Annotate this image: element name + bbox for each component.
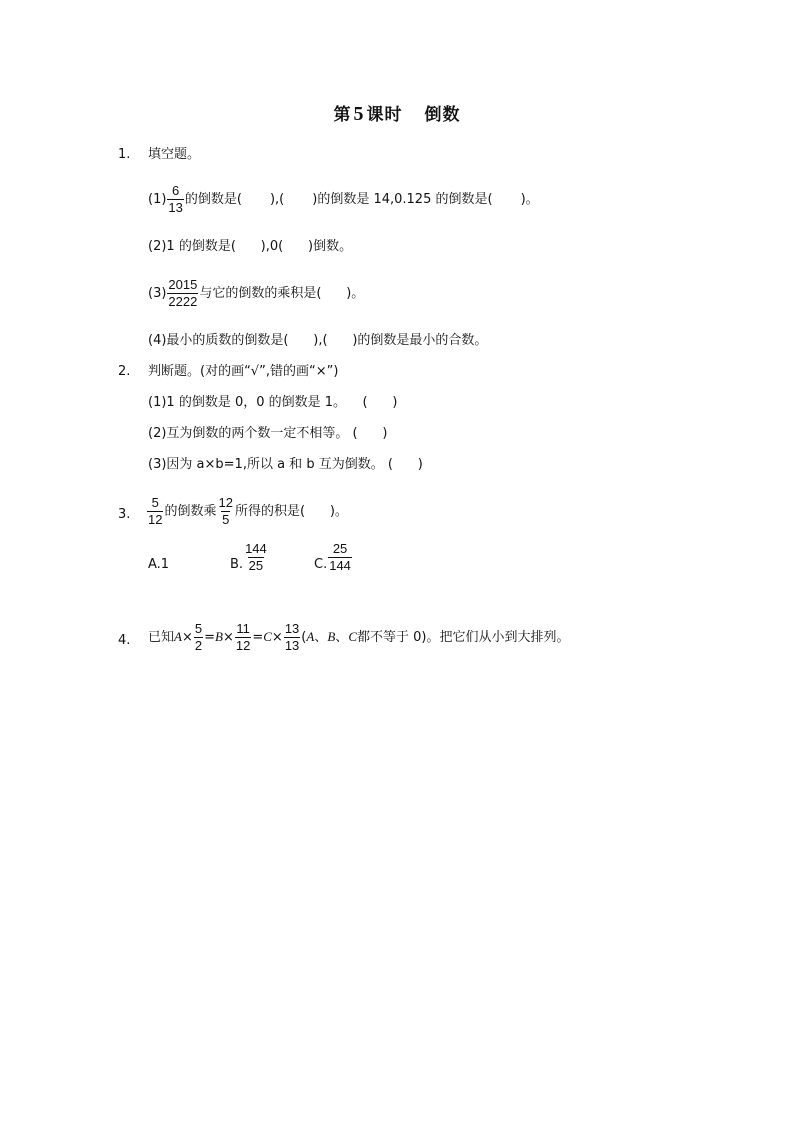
q1-1-text-3: )的倒数是 14,0.125 的倒数是(: [312, 192, 493, 207]
frac-numerator: 12: [218, 495, 233, 510]
q1-1-text-1: 的倒数是(: [184, 192, 242, 207]
q2-number: 2.: [118, 364, 131, 379]
q4-fraction-3: [284, 622, 300, 653]
frac-numerator: 13: [284, 621, 300, 636]
q3-fraction-1: [147, 496, 163, 527]
frac-denominator: 5: [222, 512, 230, 527]
title-prefix: 第: [333, 105, 352, 125]
q1-item-4: (4)最小的质数的倒数是( ),( )的倒数是最小的合数。: [148, 333, 488, 348]
frac-numerator: 5: [151, 495, 159, 510]
q3-text-1: 的倒数乘: [164, 504, 217, 519]
q1-3-fraction: [167, 278, 198, 309]
option-c-label: C.: [314, 557, 328, 572]
q2-stem: 判断题。(对的画“√”,错的画“×”): [148, 364, 339, 379]
q4-text-end: 都不等于 0)。把它们从小到大排列。: [356, 630, 570, 645]
q4-fraction-1: [194, 622, 203, 653]
q1-item-2: (2)1 的倒数是( ),0( )倒数。: [148, 239, 353, 254]
var-a: A: [306, 629, 315, 644]
frac-denominator: 25: [248, 558, 264, 573]
var-c: C: [263, 629, 272, 644]
q1-3-label: (3): [148, 286, 167, 301]
separator: 、: [314, 630, 328, 645]
title-suffix: 课时: [366, 105, 403, 125]
frac-denominator: 12: [235, 638, 251, 653]
q1-3-text: 与它的倒数的乘积是( )。: [199, 286, 365, 301]
q3-option-b-fraction: [244, 542, 268, 573]
frac-denominator: 13: [284, 638, 300, 653]
q3-number: 3.: [118, 507, 131, 522]
q2-item-3: (3)因为 a×b=1,所以 a 和 b 互为倒数。 ( ): [148, 457, 423, 472]
q1-1-text-2: ),(: [269, 192, 285, 207]
q1-number: 1.: [118, 147, 131, 162]
equals-sign: =: [252, 630, 264, 645]
q1-item-3: [148, 278, 364, 309]
times-sign: ×: [222, 630, 234, 645]
q1-stem: 填空题。: [148, 147, 201, 162]
var-a: A: [174, 629, 182, 644]
open-paren: (: [301, 630, 307, 645]
title-topic: 倒数: [424, 105, 461, 125]
q3-option-b[interactable]: [230, 541, 269, 574]
option-b-label: B.: [230, 557, 244, 572]
frac-denominator: 2222: [168, 294, 198, 309]
q3-fraction-2: [217, 496, 233, 527]
q3-option-c-fraction: [328, 542, 352, 573]
frac-denominator: 2: [194, 638, 203, 653]
q2-item-2: (2)互为倒数的两个数一定不相等。 ( ): [148, 426, 388, 441]
frac-numerator: 5: [194, 621, 203, 636]
title-number: 5: [353, 103, 365, 125]
q4-text-known: 已知: [148, 630, 175, 645]
var-b: B: [215, 629, 223, 644]
q4-fraction-2: [235, 622, 251, 653]
q1-1-text-4: )。: [520, 192, 539, 207]
times-sign: ×: [271, 630, 283, 645]
frac-numerator: 25: [332, 541, 348, 556]
frac-numerator: 11: [236, 621, 250, 636]
q1-1-fraction: [167, 184, 183, 215]
q4-number: 4.: [118, 633, 131, 648]
q1-item-1: [148, 184, 539, 215]
frac-numerator: 144: [245, 541, 267, 556]
frac-numerator: 2015: [168, 277, 198, 292]
q3-option-a[interactable]: A.1: [148, 557, 170, 572]
times-sign: ×: [181, 630, 193, 645]
frac-denominator: 13: [168, 200, 183, 215]
q2-item-1: (1)1 的倒数是 0，0 的倒数是 1。 ( ): [148, 395, 398, 410]
equals-sign: =: [204, 630, 216, 645]
separator: 、: [335, 630, 349, 645]
var-c: C: [348, 629, 357, 644]
var-b: B: [327, 629, 336, 644]
q3-text-2: 所得的积是( )。: [234, 504, 348, 519]
q1-1-label: (1): [148, 192, 167, 207]
frac-denominator: 144: [329, 558, 351, 573]
q3-option-c[interactable]: [314, 541, 353, 574]
frac-denominator: 12: [148, 512, 163, 527]
page-title: [0, 100, 794, 126]
frac-numerator: 6: [172, 183, 180, 198]
